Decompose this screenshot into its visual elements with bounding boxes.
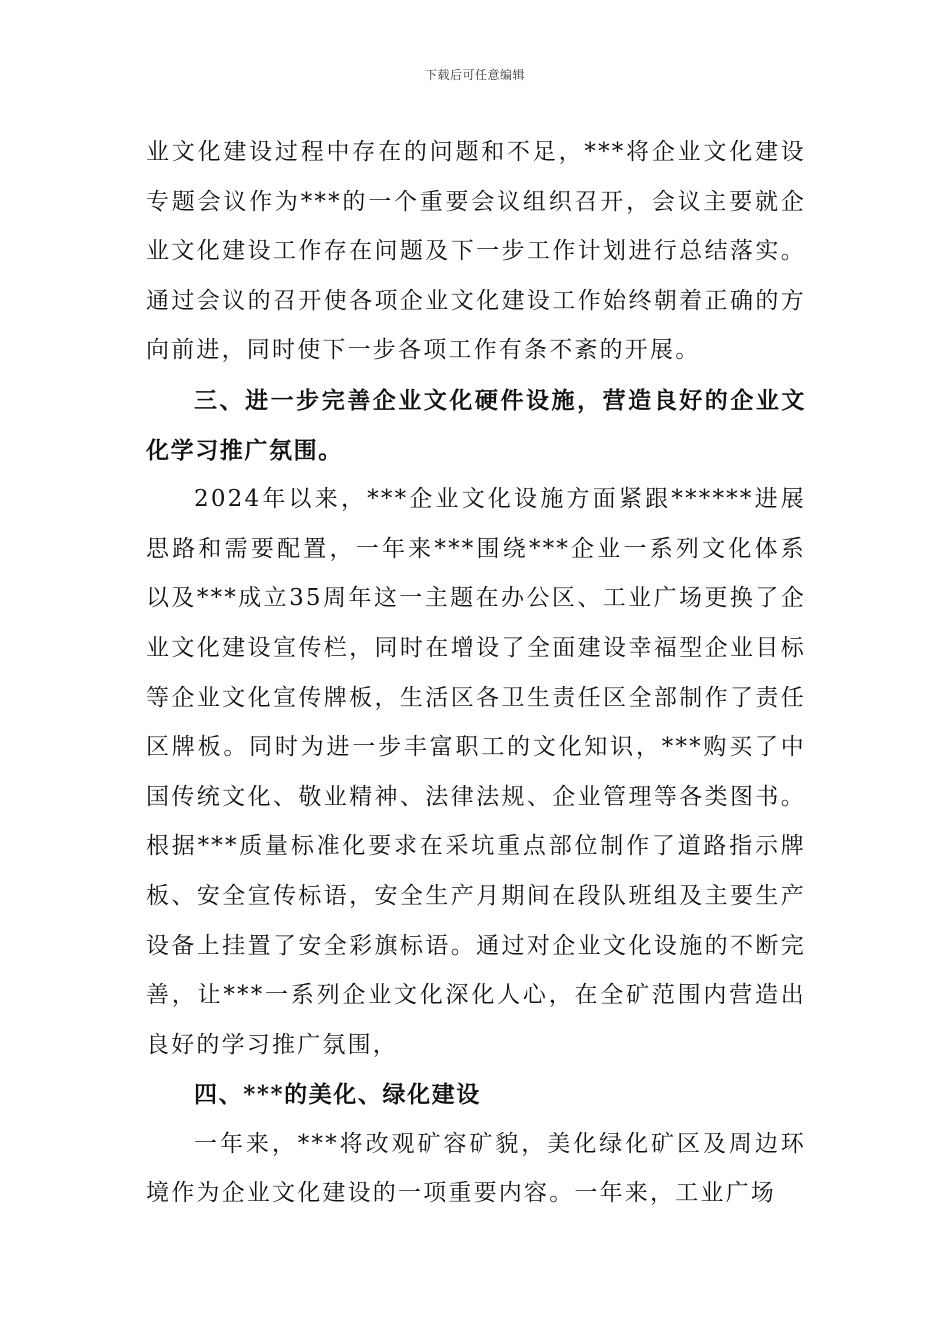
page-header: 下载后可任意编辑 xyxy=(424,68,525,82)
paragraph-greening: 一年来，***将改观矿容矿貌，美化绿化矿区及周边环境作为企业文化建设的一项重要内容。一年来，工业广场 xyxy=(146,1130,806,1207)
section-heading-4: 四、***的美化、绿化建设 xyxy=(194,1081,481,1109)
paragraph-meeting: 业文化建设过程中存在的问题和不足，***将企业文化建设专题会议作为***的一个重要会议组织召开，会议主要就企业文化建设工作存在问题及下一步工作计划进行总结落实。通过会议的召开使各项企业文化建设工作始终朝着正确的方向前进，同时使下一步各项工作有条不紊的开展。 xyxy=(146,139,806,364)
paragraph-facilities: 2024年以来，***企业文化设施方面紧跟******进展思路和需要配置，一年来***围绕***企业一系列文化体系以及***成立35周年这一主题在办公区、工业广场更换了企业文化建设宣传栏，同时在增设了全面建设幸福型企业目标等企业文化宣传牌板，生活区各卫生责任区全部制作了责任区牌板。同时为进一步丰富职工的文化知识，***购买了中国传统文化、敬业精神、法律法规、企业管理等各类图书。根据***质量标准化要求在采坑重点部位制作了道路指示牌板、安全宣传标语，安全生产月期间在段队班组及主要生产设备上挂置了安全彩旗标语。通过对企业文化设施的不断完善，让***一系列企业文化深化人心，在全矿范围内营造出良好的学习推广氛围， xyxy=(146,486,806,1058)
document-body xyxy=(146,128,806,1219)
section-heading-3: 三、进一步完善企业文化硬件设施，营造良好的企业文化学习推广氛围。 xyxy=(146,386,806,464)
